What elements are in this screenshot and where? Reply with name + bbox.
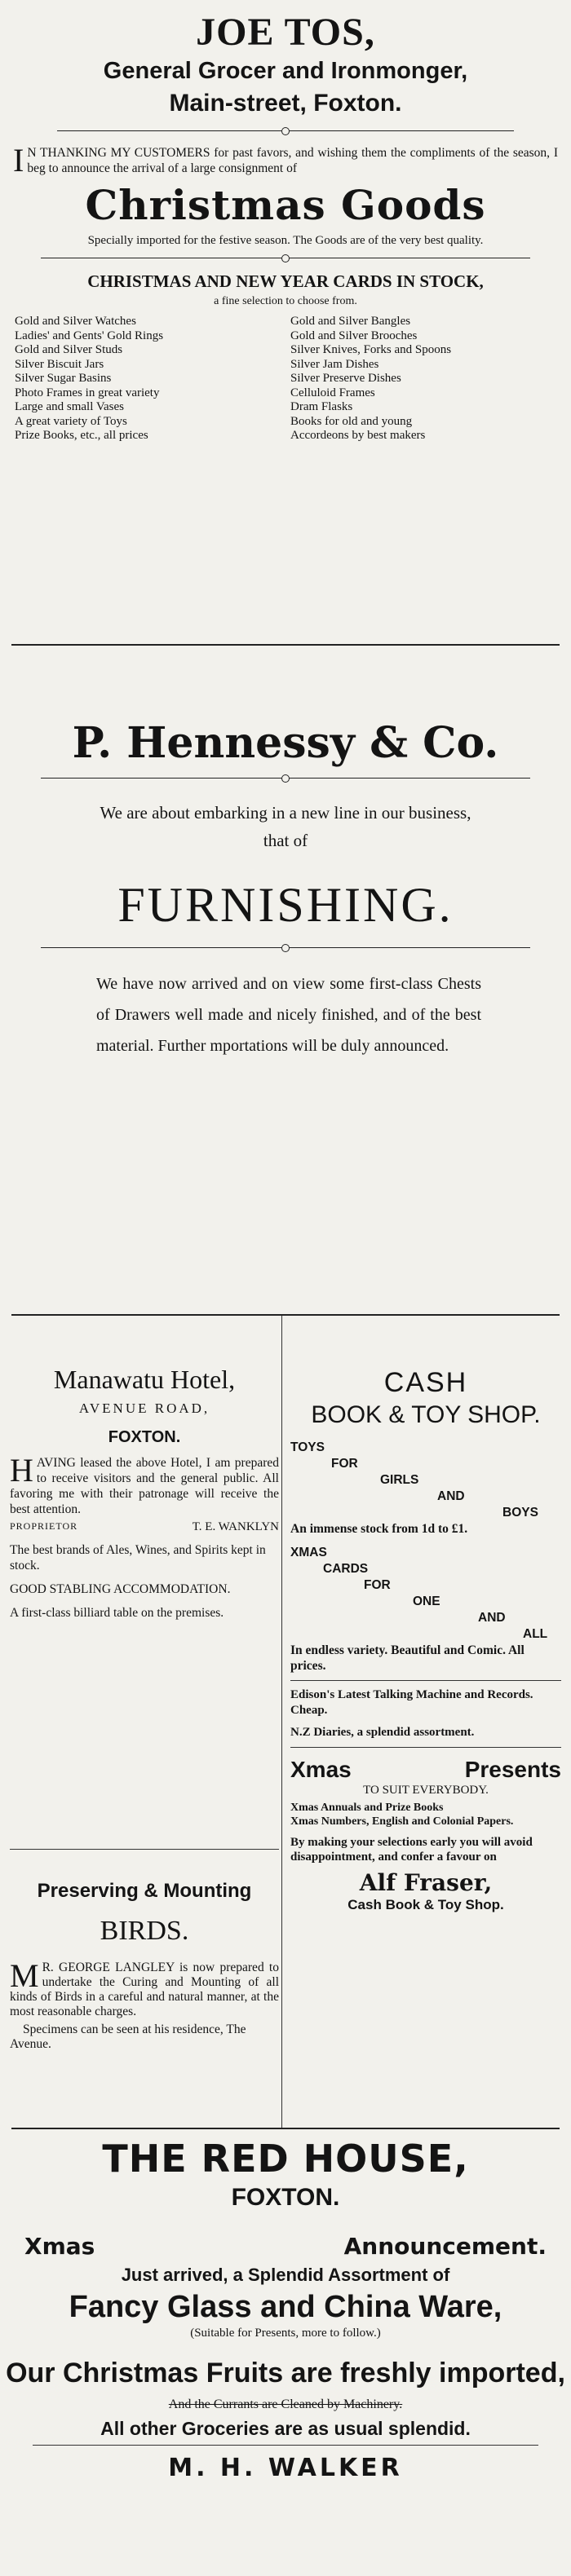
christmas-goods-headline: Christmas Goods — [85, 181, 486, 229]
proprietor-name: T. E. WANKLYN — [192, 1520, 279, 1533]
diaries-text: N.Z Diaries, a splendid assortment. — [290, 1726, 475, 1739]
advert-title: THE RED HOUSE, — [102, 2137, 469, 2181]
annuals-text: Xmas Annuals and Prize Books — [290, 1802, 444, 1814]
stair-word: XMAS — [290, 1546, 327, 1559]
ornament-divider — [41, 253, 530, 264]
stair-word: ONE — [413, 1595, 440, 1608]
stair-word: GIRLS — [380, 1473, 419, 1487]
drop-cap: H — [10, 1452, 33, 1489]
stair-word: CARDS — [323, 1562, 369, 1576]
xmas-word: Xmas — [24, 2233, 95, 2260]
birds-heading: Preserving & Mounting — [37, 1880, 252, 1902]
drop-cap: I — [13, 142, 24, 179]
section-rule — [290, 1747, 561, 1748]
fruits-headline: Our Christmas Fruits are freshly imported, — [6, 2358, 565, 2389]
stair-word: ALL — [523, 1627, 548, 1641]
hotel-road: AVENUE ROAD, — [78, 1400, 210, 1416]
ornament-divider — [41, 773, 530, 784]
right-column — [290, 1316, 561, 1913]
arrived-text: Just arrived, a Splendid Assortment of — [121, 2265, 450, 2285]
goods-list-right — [281, 315, 556, 443]
goods-item: Gold and Silver Watches — [15, 315, 136, 328]
selection-text: a fine selection to choose from. — [214, 295, 357, 307]
advert-title: JOE TOS, — [196, 11, 375, 54]
hennessy-advert — [0, 646, 571, 1314]
hotel-title: Manawatu Hotel, — [53, 1365, 236, 1394]
stair-word: FOR — [331, 1457, 358, 1471]
toys-desc: An immense stock from 1d to £1. — [290, 1522, 468, 1536]
joe-tos-advert — [0, 0, 571, 644]
stair-word: FOR — [364, 1578, 391, 1592]
book-toy-shop-advert — [290, 1316, 561, 1913]
birds-text — [10, 1957, 279, 2019]
goods-item: Books for old and young — [290, 414, 413, 428]
section-rule — [33, 2445, 538, 2446]
suit-text: TO SUIT EVERYBODY. — [363, 1784, 489, 1797]
goods-item: Gold and Silver Bangles — [290, 315, 411, 328]
drop-cap: M — [10, 1957, 39, 1994]
goods-item: Gold and Silver Brooches — [290, 329, 418, 342]
advert-trade: General Grocer and Ironmonger, — [103, 58, 468, 84]
goods-item: Celluloid Frames — [290, 386, 375, 399]
hotel-text — [10, 1452, 279, 1517]
goods-item: Photo Frames in great variety — [15, 386, 160, 399]
goods-item: Silver Biscuit Jars — [15, 357, 104, 371]
goods-list — [15, 315, 556, 443]
goods-item: Silver Sugar Basins — [15, 372, 112, 385]
goods-item: Accordeons by best makers — [290, 429, 426, 442]
owner-shop: Cash Book & Toy Shop. — [347, 1897, 504, 1912]
advert-title: P. Hennessy & Co. — [72, 718, 499, 768]
ornament-divider — [41, 942, 530, 954]
goods-item: Large and small Vases — [15, 400, 124, 413]
specially-imported-text: Specially imported for the festive season. The Goods are of the very best quality. — [87, 234, 484, 247]
proprietor-label: PROPRIETOR — [10, 1520, 78, 1532]
proprietor-line — [10, 1520, 279, 1534]
furnishing-body: We have now arrived and on view some first-class Chests of Drawers well made and nicely finished, and of the best material. Further mportations will be duly announced. — [96, 975, 481, 1055]
xmas-word: Xmas — [290, 1757, 352, 1782]
section-rule — [290, 1680, 561, 1681]
stair-word: BOYS — [502, 1506, 538, 1520]
owner-name: Alf Fraser, — [359, 1869, 493, 1896]
ornament-divider — [57, 126, 514, 137]
shop-cash-title: CASH — [383, 1367, 468, 1398]
selections-text: By making your selections early you will avoid disappointment, and confer a favour on — [290, 1836, 533, 1864]
xmas-presents-headline — [290, 1756, 561, 1784]
birds-subheading: BIRDS. — [100, 1916, 189, 1946]
presents-word: Presents — [464, 1757, 561, 1782]
ales-text: The best brands of Ales, Wines, and Spirits kept in stock. — [10, 1543, 266, 1573]
cards-stair — [290, 1545, 561, 1643]
furnishing-headline: FURNISHING. — [117, 878, 454, 932]
goods-item: Silver Knives, Forks and Spoons — [290, 343, 452, 356]
goods-item: Silver Preserve Dishes — [290, 372, 401, 385]
groceries-text: All other Groceries are as usual splendid. — [100, 2418, 471, 2439]
toys-stair — [290, 1440, 561, 1521]
suitable-text: (Suitable for Presents, more to follow.) — [190, 2327, 381, 2340]
advert-address: Main-street, Foxton. — [169, 90, 402, 117]
thanks-paragraph — [13, 142, 558, 179]
edison-text: Edison's Latest Talking Machine and Records. Cheap. — [290, 1688, 533, 1717]
birds-body: R. GEORGE LANGLEY is now prepared to undertake the Curing and Mounting of all kinds of Birds in a careful and natural manner, at the most reasonable charges. — [10, 1961, 279, 2018]
goods-item: Ladies' and Gents' Gold Rings — [15, 329, 164, 342]
specimens-text: Specimens can be seen at his residence, The Avenue. — [10, 2022, 246, 2051]
left-column — [10, 1316, 279, 2051]
numbers-text: Xmas Numbers, English and Colonial Papers. — [290, 1815, 514, 1828]
cards-desc: In endless variety. Beautiful and Comic. All prices. — [290, 1643, 525, 1673]
hotel-town: FOXTON. — [108, 1428, 181, 1446]
stabling-text: GOOD STABLING ACCOMMODATION. — [10, 1582, 231, 1596]
currants-text: And the Currants are Cleaned by Machinery. — [168, 2397, 403, 2411]
stair-word: AND — [437, 1489, 465, 1503]
goods-item: Dram Flasks — [290, 400, 353, 413]
goods-list-left — [15, 315, 281, 443]
goods-item: Silver Jam Dishes — [290, 357, 379, 371]
goods-item: A great variety of Toys — [15, 414, 127, 428]
cards-heading: CHRISTMAS AND NEW YEAR CARDS IN STOCK, — [87, 271, 484, 291]
birds-advert — [10, 1849, 279, 2052]
goods-item: Prize Books, etc., all prices — [15, 429, 148, 442]
thanks-text: N THANKING MY CUSTOMERS for past favors, and wishing them the compliments of the season, I beg to announce the arrival of a large consignment of — [27, 146, 558, 175]
two-column-adverts — [0, 1316, 571, 2128]
stair-word: AND — [478, 1611, 506, 1625]
announcement-word: Announcement. — [343, 2233, 547, 2260]
column-divider — [281, 1316, 282, 2128]
section-rule — [10, 1849, 279, 1850]
intro-text: We are about embarking in a new line in our business, that of — [100, 803, 471, 850]
billiard-text: A first-class billiard table on the premises. — [10, 1606, 224, 1620]
goods-item: Gold and Silver Studs — [15, 343, 123, 356]
hotel-body: AVING leased the above Hotel, I am prepared to receive visitors and the general public. All favoring me with their patronage will receive the best attention. — [10, 1456, 279, 1516]
advert-town: FOXTON. — [231, 2184, 340, 2211]
hotel-advert — [10, 1316, 279, 1621]
shop-book-title: BOOK & TOY SHOP. — [311, 1401, 541, 1428]
fancy-glass-headline: Fancy Glass and China Ware, — [69, 2290, 502, 2324]
stair-word: TOYS — [290, 1440, 325, 1454]
owner-name: M. H. WALKER — [168, 2454, 403, 2482]
red-house-advert — [0, 2129, 571, 2576]
announcement-headline — [24, 2230, 547, 2263]
